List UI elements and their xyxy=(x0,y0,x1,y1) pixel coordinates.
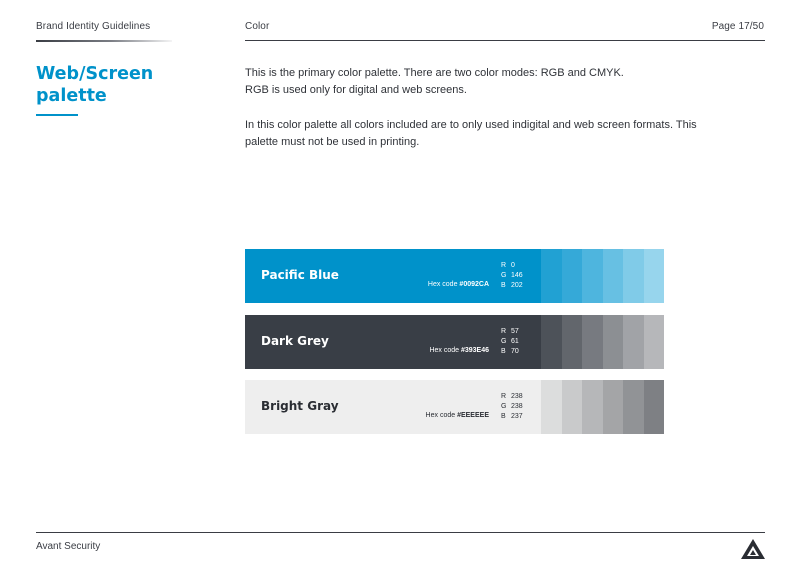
r-label: R xyxy=(501,328,507,335)
hex-value: #393E46 xyxy=(460,347,489,354)
intro-paragraph xyxy=(245,65,745,99)
tint-block xyxy=(603,249,624,303)
g-label: G xyxy=(501,338,507,345)
page-heading-line2: palette xyxy=(36,86,107,106)
hex-label: Hex code xyxy=(425,412,456,419)
swatch-name: Dark Grey xyxy=(261,334,329,348)
g-value: 61 xyxy=(511,338,519,345)
r-label: R xyxy=(501,262,507,269)
swatch-rgb-values xyxy=(501,392,521,422)
tint-block xyxy=(623,249,644,303)
hex-label: Hex code xyxy=(427,281,458,288)
tint-block xyxy=(582,315,603,369)
page-number: Page 17/50 xyxy=(711,21,764,32)
tint-block xyxy=(541,380,562,434)
tint-block xyxy=(562,249,583,303)
b-label: B xyxy=(501,282,506,289)
g-value: 238 xyxy=(511,403,523,410)
tint-block xyxy=(623,315,644,369)
hex-label: Hex code xyxy=(429,347,460,354)
tint-block xyxy=(541,315,562,369)
tint-block xyxy=(623,380,644,434)
swatch-dark-grey xyxy=(245,315,664,369)
tint-block xyxy=(644,249,665,303)
header-rule-left xyxy=(36,40,172,42)
tint-block xyxy=(582,380,603,434)
header-rule-main xyxy=(245,40,765,41)
swatch-main-color xyxy=(245,315,541,369)
swatch-hex-code xyxy=(426,412,489,419)
tint-block xyxy=(541,249,562,303)
g-value: 146 xyxy=(511,272,523,279)
b-value: 70 xyxy=(511,348,519,355)
b-label: B xyxy=(501,348,506,355)
b-value: 237 xyxy=(511,413,523,420)
swatch-pacific-blue xyxy=(245,249,664,303)
company-name: Avant Security xyxy=(36,541,101,552)
tint-block xyxy=(603,380,624,434)
usage-line: palette must not be used in printing. xyxy=(245,136,420,148)
tint-block xyxy=(644,380,665,434)
avant-triangle-logo-icon xyxy=(740,538,766,560)
tint-block xyxy=(562,315,583,369)
page-heading xyxy=(36,63,206,107)
swatch-tints xyxy=(541,249,664,303)
hex-value: #EEEEEE xyxy=(457,412,489,419)
g-label: G xyxy=(501,272,507,279)
swatch-name: Bright Gray xyxy=(261,399,339,413)
r-value: 238 xyxy=(511,393,523,400)
intro-line: This is the primary color palette. There are two color modes: RGB and CMYK. xyxy=(245,67,624,79)
usage-paragraph xyxy=(245,117,745,151)
swatch-tints xyxy=(541,315,664,369)
tint-block xyxy=(644,315,665,369)
hex-value: #0092CA xyxy=(459,281,489,288)
swatch-main-color xyxy=(245,249,541,303)
heading-accent-line xyxy=(36,114,78,116)
swatch-hex-code xyxy=(428,281,489,288)
tint-block xyxy=(562,380,583,434)
footer-rule xyxy=(36,532,765,533)
document-title: Brand Identity Guidelines xyxy=(36,21,151,32)
tint-block xyxy=(603,315,624,369)
g-label: G xyxy=(501,403,507,410)
tint-block xyxy=(582,249,603,303)
swatch-main-color xyxy=(245,380,541,434)
b-value: 202 xyxy=(511,282,523,289)
swatch-rgb-values xyxy=(501,327,521,357)
swatch-hex-code xyxy=(429,347,489,354)
r-label: R xyxy=(501,393,507,400)
swatch-bright-gray xyxy=(245,380,664,434)
usage-line: In this color palette all colors included are to only used indigital and web screen formats. This xyxy=(245,119,697,131)
swatch-rgb-values xyxy=(501,261,521,291)
swatch-name: Pacific Blue xyxy=(261,268,339,282)
r-value: 57 xyxy=(511,328,519,335)
swatch-tints xyxy=(541,380,664,434)
r-value: 0 xyxy=(511,262,515,269)
b-label: B xyxy=(501,413,506,420)
section-name: Color xyxy=(245,21,270,32)
page-heading-line1: Web/Screen xyxy=(36,64,154,84)
intro-line: RGB is used only for digital and web screens. xyxy=(245,84,467,96)
